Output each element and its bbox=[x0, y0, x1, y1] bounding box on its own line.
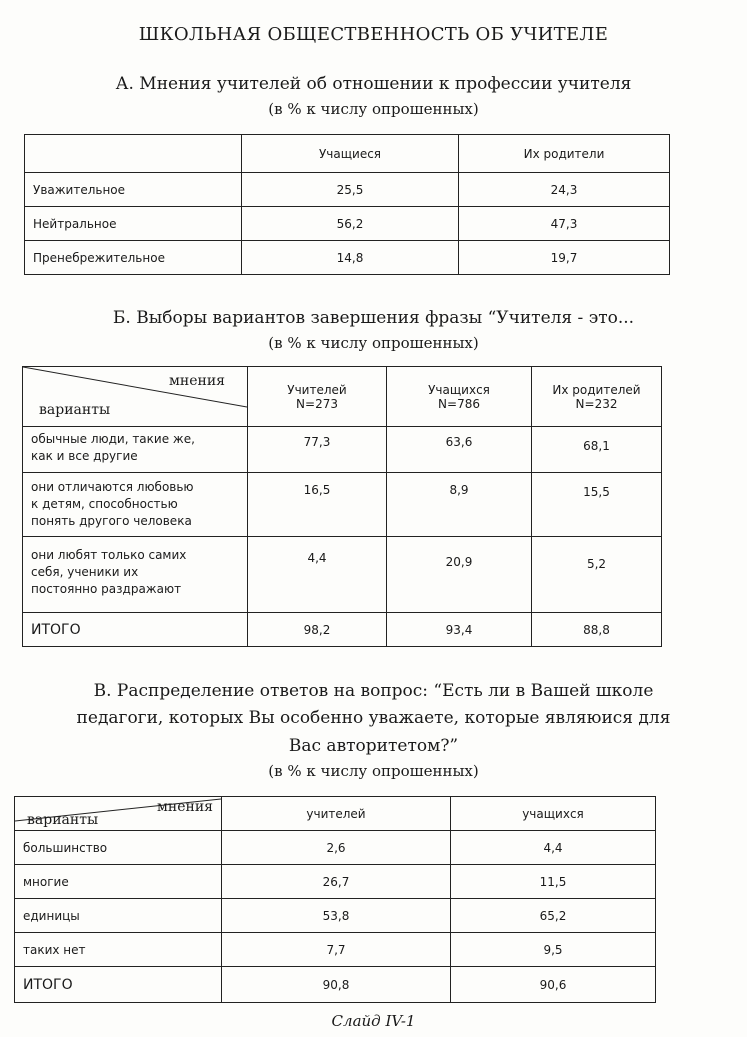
cell-value: 19,7 bbox=[459, 241, 670, 275]
table-a-header-row bbox=[25, 135, 670, 173]
cell-value: 53,8 bbox=[222, 899, 451, 933]
row-label: Нейтральное bbox=[25, 207, 242, 241]
table-a-col-header: Учащиеся bbox=[242, 135, 459, 173]
cell-value: 24,3 bbox=[459, 173, 670, 207]
table-b-col-header bbox=[248, 367, 387, 427]
row-label: таких нет bbox=[15, 933, 222, 967]
table-row bbox=[25, 173, 670, 207]
cell-value: 7,7 bbox=[222, 933, 451, 967]
cell-value: 9,5 bbox=[451, 933, 656, 967]
cell-value: 77,3 bbox=[248, 427, 387, 473]
cell-value: 11,5 bbox=[451, 865, 656, 899]
cell-value: 25,5 bbox=[242, 173, 459, 207]
row-label bbox=[23, 427, 248, 473]
col-header-name: Их родителей bbox=[552, 382, 641, 397]
table-row bbox=[15, 831, 656, 865]
cell-value: 14,8 bbox=[242, 241, 459, 275]
row-label: Уважительное bbox=[25, 173, 242, 207]
table-c-header-row bbox=[15, 797, 656, 831]
cell-value: 93,4 bbox=[387, 613, 532, 647]
corner-label-variants: варианты bbox=[27, 812, 99, 828]
table-c-corner-cell bbox=[15, 797, 222, 831]
table-row bbox=[25, 207, 670, 241]
col-header-name: Учащихся bbox=[428, 382, 490, 397]
table-c-col-header: учащихся bbox=[451, 797, 656, 831]
cell-value: 2,6 bbox=[222, 831, 451, 865]
cell-value: 90,8 bbox=[222, 967, 451, 1003]
cell-value: 4,4 bbox=[248, 537, 387, 613]
row-label-line: понять другого человека bbox=[31, 514, 192, 528]
section-b-subtitle: (в % к числу опрошенных) bbox=[268, 334, 479, 352]
row-label-line: постоянно раздражают bbox=[31, 582, 182, 596]
cell-value: 20,9 bbox=[387, 537, 532, 613]
cell-value: 16,5 bbox=[248, 473, 387, 537]
row-label: единицы bbox=[15, 899, 222, 933]
row-label bbox=[23, 537, 248, 613]
col-header-n: N=273 bbox=[296, 396, 338, 411]
table-row bbox=[25, 241, 670, 275]
table-b-corner-cell bbox=[23, 367, 248, 427]
table-a-corner-cell bbox=[25, 135, 242, 173]
row-label-line: они любят только самих bbox=[31, 548, 187, 562]
table-b bbox=[22, 366, 662, 647]
cell-value: 68,1 bbox=[532, 427, 662, 473]
section-c-heading-line3: Вас авторитетом?” bbox=[288, 736, 459, 756]
row-label: ИТОГО bbox=[23, 613, 248, 647]
cell-value: 98,2 bbox=[248, 613, 387, 647]
cell-value: 90,6 bbox=[451, 967, 656, 1003]
slide-footer: Слайд IV-1 bbox=[331, 1012, 416, 1030]
cell-value: 26,7 bbox=[222, 865, 451, 899]
row-label bbox=[23, 473, 248, 537]
cell-value: 4,4 bbox=[451, 831, 656, 865]
page-title: ШКОЛЬНАЯ ОБЩЕСТВЕННОСТЬ ОБ УЧИТЕЛЕ bbox=[138, 24, 609, 45]
table-row bbox=[15, 899, 656, 933]
corner-label-opinions: мнения bbox=[169, 373, 225, 389]
row-label-line: как и все другие bbox=[31, 449, 138, 463]
row-label: ИТОГО bbox=[15, 967, 222, 1003]
col-header-n: N=786 bbox=[438, 396, 480, 411]
section-a-subtitle: (в % к числу опрошенных) bbox=[268, 100, 479, 118]
cell-value: 63,6 bbox=[387, 427, 532, 473]
cell-value: 15,5 bbox=[532, 473, 662, 537]
row-label-line: обычные люди, такие же, bbox=[31, 432, 195, 446]
section-a-heading: А. Мнения учителей об отношении к профессии учителя bbox=[115, 74, 632, 94]
table-row bbox=[23, 537, 662, 613]
table-row bbox=[15, 865, 656, 899]
cell-value: 8,9 bbox=[387, 473, 532, 537]
cell-value: 5,2 bbox=[532, 537, 662, 613]
row-label: Пренебрежительное bbox=[25, 241, 242, 275]
section-c-heading-line1: В. Распределение ответов на вопрос: “Есть ли в Вашей школе bbox=[93, 681, 654, 701]
table-a bbox=[24, 134, 670, 275]
section-c-heading-line2: педагоги, которых Вы особенно уважаете, которые являюися для bbox=[76, 708, 671, 728]
row-label: большинство bbox=[15, 831, 222, 865]
row-label: многие bbox=[15, 865, 222, 899]
row-label-line: к детям, способностью bbox=[31, 497, 178, 511]
cell-value: 56,2 bbox=[242, 207, 459, 241]
table-b-header-row bbox=[23, 367, 662, 427]
table-row bbox=[15, 967, 656, 1003]
table-b-col-header bbox=[387, 367, 532, 427]
col-header-name: Учителей bbox=[287, 382, 347, 397]
table-row bbox=[23, 473, 662, 537]
cell-value: 65,2 bbox=[451, 899, 656, 933]
cell-value: 88,8 bbox=[532, 613, 662, 647]
row-label-line: себя, ученики их bbox=[31, 565, 139, 579]
row-label-line: они отличаются любовью bbox=[31, 480, 194, 494]
section-b-heading: Б. Выборы вариантов завершения фразы “Учителя - это... bbox=[112, 308, 635, 328]
cell-value: 47,3 bbox=[459, 207, 670, 241]
table-row bbox=[23, 427, 662, 473]
corner-label-opinions: мнения bbox=[157, 799, 213, 815]
table-a-col-header: Их родители bbox=[459, 135, 670, 173]
table-b-col-header bbox=[532, 367, 662, 427]
table-row bbox=[23, 613, 662, 647]
table-c-col-header: учителей bbox=[222, 797, 451, 831]
corner-label-variants: варианты bbox=[39, 402, 111, 418]
table-row bbox=[15, 933, 656, 967]
section-c-subtitle: (в % к числу опрошенных) bbox=[268, 762, 479, 780]
col-header-n: N=232 bbox=[575, 396, 618, 411]
table-c bbox=[14, 796, 656, 1003]
